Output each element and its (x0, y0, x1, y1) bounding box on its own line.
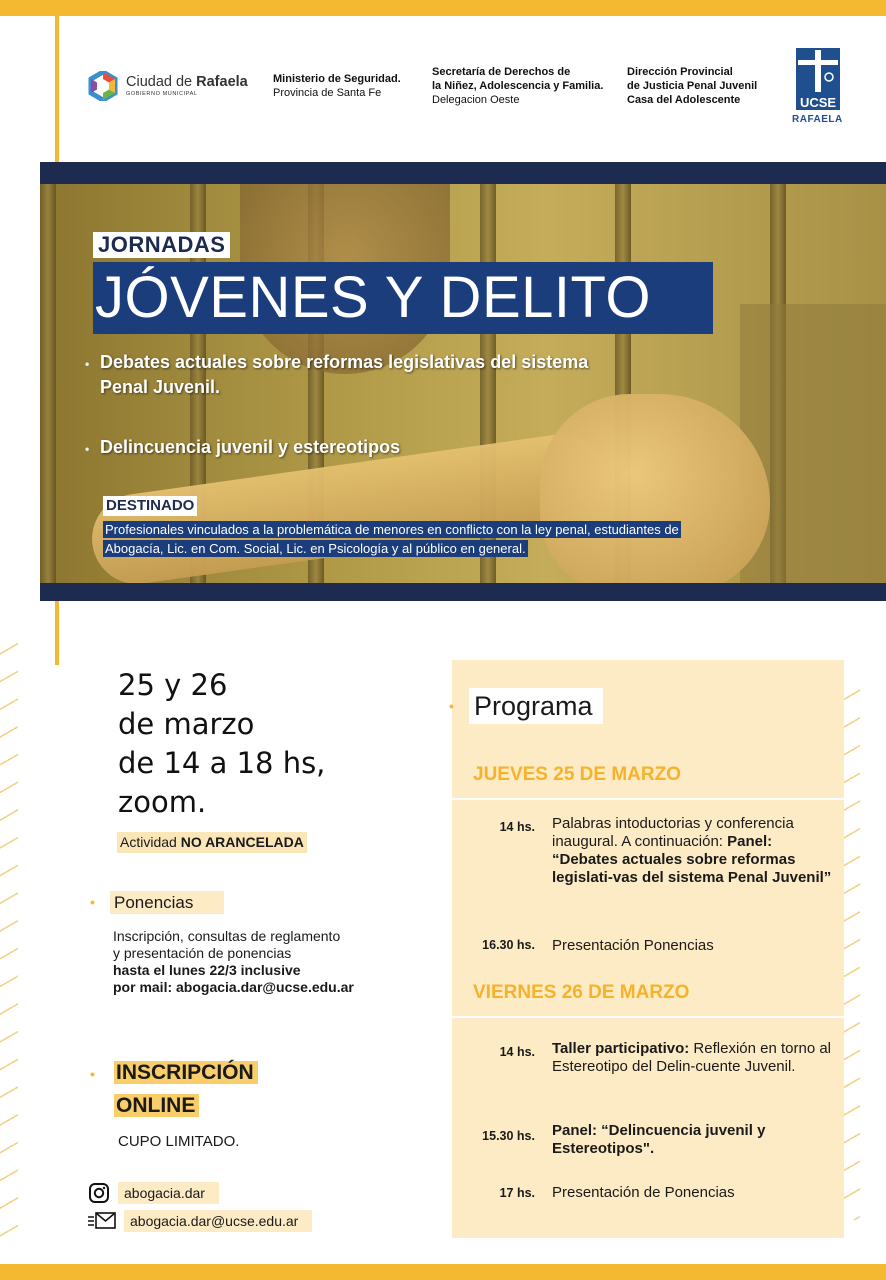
cupo-limitado: CUPO LIMITADO. (118, 1133, 240, 1150)
ucse-logo (796, 48, 840, 117)
jornadas-label: JORNADAS (93, 232, 230, 258)
instagram-contact[interactable] (88, 1182, 219, 1204)
ponencias-details: Inscripción, consultas de reglamento y presentación de ponencias hasta el lunes 22/3 inclusive por mail: abogacia.dar@ucse.edu.ar (113, 928, 354, 995)
bullet-icon: • (449, 698, 454, 714)
bullet-icon: • (90, 894, 95, 910)
ciudad-rafaela-logo (88, 70, 248, 102)
divider (452, 798, 844, 800)
top-accent-bar (0, 0, 886, 16)
day-heading-viernes: VIERNES 26 DE MARZO (473, 982, 690, 1003)
destinado-label: DESTINADO (103, 496, 197, 516)
secretaria-block: Secretaría de Derechos de la Niñez, Adolescencia y Familia. Delegacion Oeste (432, 66, 604, 106)
topic-bullet-1: Debates actuales sobre reformas legislativas del sistema Penal Juvenil. (100, 352, 589, 397)
event-date: 25 y 26 de marzo de 14 a 18 hs, zoom. (118, 668, 326, 819)
ucse-rafaela-label: RAFAELA (792, 114, 843, 125)
schedule-time: 17 hs. (499, 1186, 535, 1200)
schedule-time: 15.30 hs. (482, 1129, 535, 1143)
inscripcion-online: INSCRIPCIÓN ONLINE (114, 1056, 258, 1122)
email-icon (88, 1211, 116, 1231)
schedule-time: 14 hs. (499, 820, 535, 834)
rafaela-hexagon-icon (88, 71, 118, 101)
email-address[interactable]: abogacia.dar@ucse.edu.ar (124, 1210, 312, 1232)
destinado-text: Profesionales vinculados a la problemática de menores en conflicto con la ley penal, estudiantes de Abogacía, Lic. en Com. Social, Lic. en Psicología y al público en general. (105, 522, 679, 556)
ucse-cross-icon (796, 48, 840, 112)
instagram-handle[interactable]: abogacia.dar (118, 1182, 219, 1204)
schedule-item: Taller participativo: Reflexión en torno al Estereotipo del Delin-cuente Juvenil. (552, 1040, 832, 1075)
divider (452, 1016, 844, 1018)
bullet-icon: • (85, 357, 90, 371)
rafaela-name: Ciudad de Rafaela (126, 74, 248, 90)
schedule-item: Presentación de Ponencias (552, 1184, 735, 1201)
schedule-item: Presentación Ponencias (552, 937, 714, 954)
bottom-accent-bar (0, 1264, 886, 1280)
day-heading-jueves: JUEVES 25 DE MARZO (473, 764, 681, 785)
schedule-item: Panel: “Delincuencia juvenil y Estereotipos". (552, 1122, 766, 1157)
direccion-block: Dirección Provincial de Justicia Penal Juvenil Casa del Adolescente (627, 66, 758, 106)
email-contact[interactable] (88, 1210, 312, 1232)
left-dash-decoration (0, 630, 18, 1250)
programa-title: Programa (469, 688, 603, 724)
schedule-item: Palabras intoductorias y conferencia inaugural. A continuación: Panel: “Debates actuales sobre reformas legislati-vas del sistema Penal Juvenil” (552, 815, 832, 886)
hero-top-band (40, 162, 886, 184)
topic-bullet-2: Delincuencia juvenil y estereotipos (100, 437, 401, 457)
rafaela-subtitle: GOBIERNO MUNICIPAL (126, 90, 198, 97)
ponencias-mail: por mail: abogacia.dar@ucse.edu.ar (113, 979, 354, 995)
schedule-time: 16.30 hs. (482, 938, 535, 952)
free-activity-label: Actividad NO ARANCELADA (117, 832, 307, 853)
bullet-icon: • (85, 442, 90, 456)
svg-text:UCSE: UCSE (799, 95, 837, 110)
hero-bottom-band (40, 583, 886, 601)
instagram-icon (88, 1182, 110, 1204)
bullet-icon: • (90, 1066, 95, 1082)
ponencias-heading: Ponencias (110, 891, 224, 914)
main-title: JÓVENES Y DELITO (93, 262, 713, 334)
ministerio-block: Ministerio de Seguridad. Provincia de Santa Fe (273, 73, 401, 99)
schedule-time: 14 hs. (499, 1045, 535, 1059)
